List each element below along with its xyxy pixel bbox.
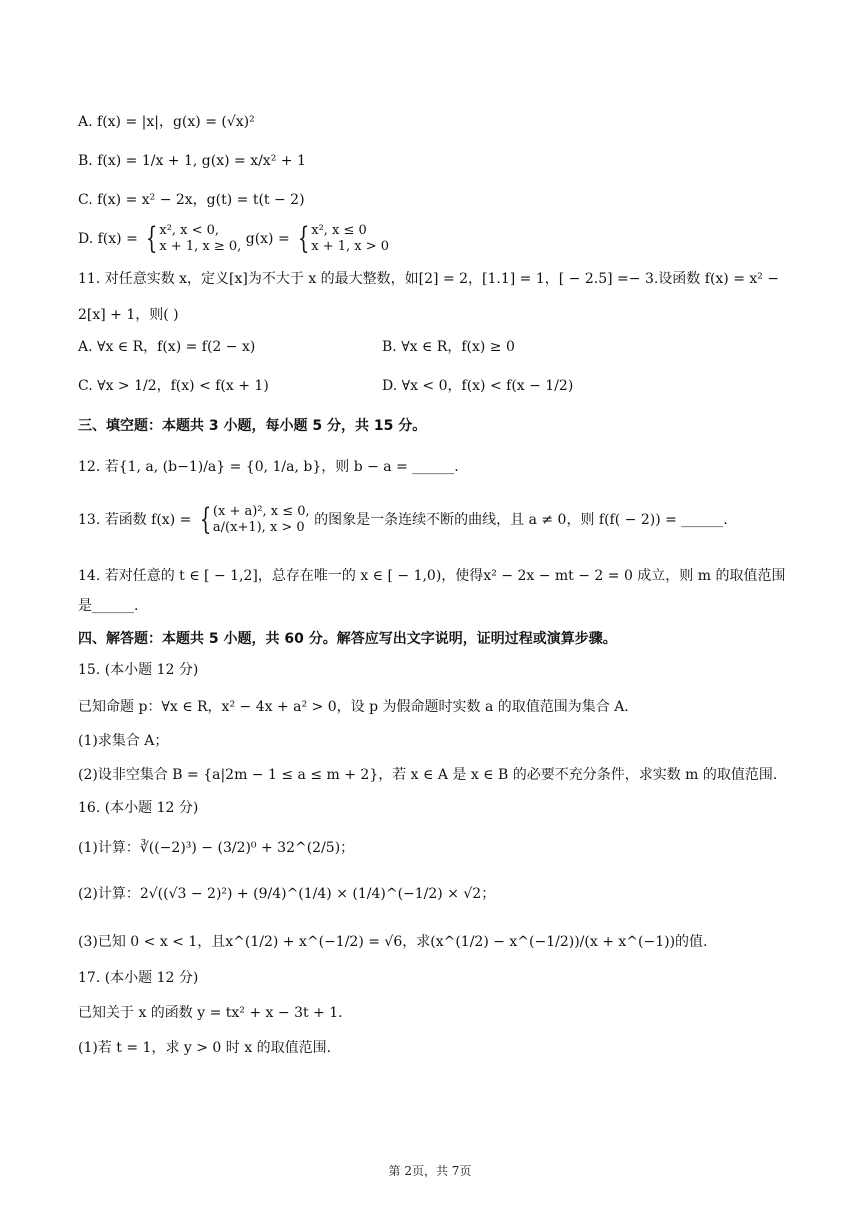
q12: 12. 若{1, a, (b−1)/a} = {0, 1/a, b}，则 b − a = ______. [78, 459, 459, 475]
q10-d-g-cases [311, 223, 389, 255]
section-4-heading: 四、解答题：本题共 5 小题，共 60 分。解答应写出文字说明，证明过程或演算步骤。 [78, 631, 617, 647]
q11-option-d: D. ∀x < 0，f(x) < f(x − 1/2) [382, 378, 574, 394]
q16-part1: (1)计算：∛((−2)³) − (3/2)⁰ + 32^(2/5)； [78, 840, 355, 856]
q17-stem: 已知关于 x 的函数 y = tx² + x − 3t + 1. [78, 1005, 343, 1021]
q15-head: 15. (本小题 12 分) [78, 662, 199, 678]
q13-prefix: 13. 若函数 f(x) = [78, 512, 192, 528]
q13-case2: a/(x+1), x > 0 [212, 520, 305, 535]
q10-d-g2: x + 1, x > 0 [311, 239, 390, 254]
q14-line2: 是______. [78, 598, 139, 614]
q10-d-f2: x + 1, x ≥ 0, [159, 239, 242, 254]
q13-case1: (x + a)², x ≤ 0, [212, 504, 310, 519]
brace-icon: { [146, 221, 158, 256]
q16-part3: (3)已知 0 < x < 1，且x^(1/2) + x^(−1/2) = √6，求(x^(1/2) − x^(−1/2))/(x + x^(−1))的值. [78, 934, 708, 950]
q13-suffix: 的图象是一条连续不断的曲线，且 a ≠ 0，则 f(f( − 2)) = ______. [314, 512, 728, 528]
q10-option-a: A. f(x) = |x|，g(x) = (√x)² [78, 114, 255, 130]
q15-stem: 已知命题 p：∀x ∈ R，x² − 4x + a² > 0，设 p 为假命题时实数 a 的取值范围为集合 A. [78, 699, 629, 715]
page-footer: 第 2页，共 7页 [388, 1164, 472, 1178]
q11-option-b: B. ∀x ∈ R，f(x) ≥ 0 [382, 339, 515, 355]
q10-option-c: C. f(x) = x² − 2x，g(t) = t(t − 2) [78, 192, 305, 208]
q17-head: 17. (本小题 12 分) [78, 970, 199, 986]
q11-stem-line2: 2[x] + 1，则( ) [78, 307, 179, 323]
q10-d-g1: x², x ≤ 0 [311, 223, 367, 238]
q11-stem-line1: 11. 对任意实数 x，定义[x]为不大于 x 的最大整数，如[2] = 2，[1.1] = 1，[ − 2.5] =− 3.设函数 f(x) = x² − [78, 271, 780, 287]
q10-d-f1: x², x < 0, [159, 223, 220, 238]
q15-part1: (1)求集合 A； [78, 733, 169, 749]
q13 [78, 503, 728, 537]
q10-option-d [78, 222, 389, 256]
q10-d-g-label: g(x) = [245, 231, 290, 247]
brace-icon: { [297, 221, 310, 256]
q11-option-a: A. ∀x ∈ R，f(x) = f(2 − x) [78, 339, 256, 355]
q16-part2: (2)计算：2√((√3 − 2)²) + (9/4)^(1/4) × (1/4)^(−1/2) × √2； [78, 886, 496, 902]
q17-part1: (1)若 t = 1，求 y > 0 时 x 的取值范围. [78, 1040, 332, 1056]
q15-part2: (2)设非空集合 B = {a|2m − 1 ≤ a ≤ m + 2}，若 x ∈ A 是 x ∈ B 的必要不充分条件，求实数 m 的取值范围. [78, 767, 778, 783]
q16-head: 16. (本小题 12 分) [78, 800, 199, 816]
q10-d-label: D. f(x) = [78, 231, 138, 247]
q10-option-b: B. f(x) = 1/x + 1, g(x) = x/x² + 1 [78, 153, 306, 169]
q13-cases [213, 504, 310, 536]
brace-icon: { [199, 502, 212, 537]
q14-line1: 14. 若对任意的 t ∈ [ − 1,2]，总存在唯一的 x ∈ [ − 1,0)，使得x² − 2x − mt − 2 = 0 成立，则 m 的取值范围 [78, 568, 786, 584]
q10-d-f-cases [159, 223, 241, 255]
section-3-heading: 三、填空题：本题共 3 小题，每小题 5 分，共 15 分。 [78, 418, 427, 434]
q11-option-c: C. ∀x > 1/2，f(x) < f(x + 1) [78, 378, 269, 394]
